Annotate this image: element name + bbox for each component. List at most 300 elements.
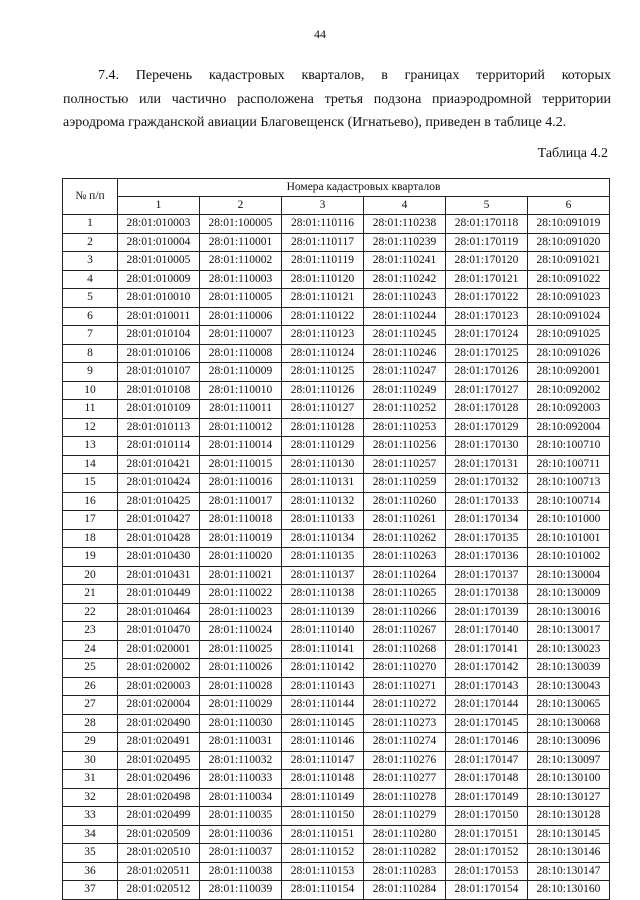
cadastral-number-cell: 28:01:110243 xyxy=(364,289,446,308)
cadastral-number-cell: 28:01:110017 xyxy=(200,492,282,511)
cadastral-number-cell: 28:01:170152 xyxy=(446,844,528,863)
cadastral-number-cell: 28:01:110033 xyxy=(200,770,282,789)
table-row xyxy=(63,418,610,437)
cadastral-number-cell: 28:01:110036 xyxy=(200,825,282,844)
cadastral-number-cell: 28:01:110025 xyxy=(200,640,282,659)
column-number-header: 1 xyxy=(118,197,200,215)
cadastral-number-cell: 28:01:110239 xyxy=(364,233,446,252)
cadastral-number-cell: 28:01:110147 xyxy=(282,751,364,770)
row-number-cell: 12 xyxy=(63,418,118,437)
column-number-header: 6 xyxy=(528,197,610,215)
table-row xyxy=(63,881,610,900)
cadastral-number-cell: 28:01:110029 xyxy=(200,696,282,715)
paragraph-word: в xyxy=(381,68,388,83)
row-number-cell: 21 xyxy=(63,585,118,604)
cadastral-number-cell: 28:01:170149 xyxy=(446,788,528,807)
table-row xyxy=(63,363,610,382)
table-row xyxy=(63,807,610,826)
cadastral-number-cell: 28:10:130043 xyxy=(528,677,610,696)
cadastral-number-cell: 28:01:170125 xyxy=(446,344,528,363)
cadastral-number-cell: 28:01:110263 xyxy=(364,548,446,567)
cadastral-number-cell: 28:01:110145 xyxy=(282,714,364,733)
cadastral-number-cell: 28:01:110011 xyxy=(200,400,282,419)
cadastral-number-cell: 28:01:110261 xyxy=(364,511,446,530)
cadastral-number-cell: 28:01:110127 xyxy=(282,400,364,419)
cadastral-number-cell: 28:10:091019 xyxy=(528,215,610,234)
paragraph-word: 7.4. xyxy=(98,68,119,83)
cadastral-number-cell: 28:01:110008 xyxy=(200,344,282,363)
row-number-cell: 24 xyxy=(63,640,118,659)
row-number-cell: 11 xyxy=(63,400,118,419)
cadastral-number-cell: 28:01:020001 xyxy=(118,640,200,659)
row-number-cell: 3 xyxy=(63,252,118,271)
cadastral-number-cell: 28:01:110242 xyxy=(364,270,446,289)
cadastral-number-cell: 28:10:101002 xyxy=(528,548,610,567)
table-row xyxy=(63,307,610,326)
table-row xyxy=(63,585,610,604)
cadastral-number-cell: 28:01:110265 xyxy=(364,585,446,604)
cadastral-number-cell: 28:01:170145 xyxy=(446,714,528,733)
cadastral-number-cell: 28:01:110279 xyxy=(364,807,446,826)
table-row xyxy=(63,640,610,659)
cadastral-number-cell: 28:01:110002 xyxy=(200,252,282,271)
cadastral-number-cell: 28:10:130065 xyxy=(528,696,610,715)
row-number-cell: 5 xyxy=(63,289,118,308)
cadastral-number-cell: 28:01:170121 xyxy=(446,270,528,289)
cadastral-number-cell: 28:01:110143 xyxy=(282,677,364,696)
cadastral-number-cell: 28:01:110260 xyxy=(364,492,446,511)
row-number-header: № п/п xyxy=(63,179,118,215)
row-number-cell: 16 xyxy=(63,492,118,511)
cadastral-number-cell: 28:01:110024 xyxy=(200,622,282,641)
cadastral-number-cell: 28:01:110141 xyxy=(282,640,364,659)
cadastral-number-cell: 28:01:170126 xyxy=(446,363,528,382)
cadastral-number-cell: 28:01:110026 xyxy=(200,659,282,678)
cadastral-number-cell: 28:01:110270 xyxy=(364,659,446,678)
cadastral-number-cell: 28:01:110284 xyxy=(364,881,446,900)
cadastral-number-cell: 28:01:010464 xyxy=(118,603,200,622)
row-number-cell: 14 xyxy=(63,455,118,474)
cadastral-number-cell: 28:10:130097 xyxy=(528,751,610,770)
row-number-cell: 37 xyxy=(63,881,118,900)
section-paragraph xyxy=(63,64,611,135)
row-number-cell: 7 xyxy=(63,326,118,345)
cadastral-number-cell: 28:01:110028 xyxy=(200,677,282,696)
cadastral-number-cell: 28:01:010004 xyxy=(118,233,200,252)
cadastral-number-cell: 28:01:170135 xyxy=(446,529,528,548)
cadastral-number-cell: 28:01:110246 xyxy=(364,344,446,363)
cadastral-number-cell: 28:01:110282 xyxy=(364,844,446,863)
row-number-cell: 15 xyxy=(63,474,118,493)
table-row xyxy=(63,622,610,641)
cadastral-number-cell: 28:01:110128 xyxy=(282,418,364,437)
cadastral-number-cell: 28:01:110137 xyxy=(282,566,364,585)
cadastral-number-cell: 28:01:110038 xyxy=(200,862,282,881)
row-number-cell: 32 xyxy=(63,788,118,807)
cadastral-number-cell: 28:01:110277 xyxy=(364,770,446,789)
cadastral-number-cell: 28:10:101000 xyxy=(528,511,610,530)
cadastral-number-cell: 28:01:110116 xyxy=(282,215,364,234)
cadastral-number-cell: 28:10:130017 xyxy=(528,622,610,641)
cadastral-number-cell: 28:01:170147 xyxy=(446,751,528,770)
table-row xyxy=(63,233,610,252)
cadastral-number-cell: 28:01:110278 xyxy=(364,788,446,807)
cadastral-number-cell: 28:01:100005 xyxy=(200,215,282,234)
cadastral-number-cell: 28:01:110023 xyxy=(200,603,282,622)
cadastral-number-cell: 28:01:010427 xyxy=(118,511,200,530)
cadastral-number-cell: 28:01:110244 xyxy=(364,307,446,326)
paragraph-word: Перечень xyxy=(135,68,193,83)
cadastral-number-cell: 28:10:091024 xyxy=(528,307,610,326)
cadastral-number-cell: 28:01:110121 xyxy=(282,289,364,308)
table-row xyxy=(63,696,610,715)
table-row xyxy=(63,751,610,770)
table-row xyxy=(63,770,610,789)
cadastral-number-cell: 28:10:130160 xyxy=(528,881,610,900)
cadastral-number-cell: 28:01:170142 xyxy=(446,659,528,678)
cadastral-number-cell: 28:01:110151 xyxy=(282,825,364,844)
cadastral-number-cell: 28:10:130127 xyxy=(528,788,610,807)
cadastral-number-cell: 28:01:010010 xyxy=(118,289,200,308)
row-number-cell: 25 xyxy=(63,659,118,678)
cadastral-number-cell: 28:10:130068 xyxy=(528,714,610,733)
table-caption: Таблица 4.2 xyxy=(537,146,608,161)
cadastral-number-cell: 28:01:110016 xyxy=(200,474,282,493)
cadastral-number-cell: 28:01:170144 xyxy=(446,696,528,715)
cadastral-number-cell: 28:01:110144 xyxy=(282,696,364,715)
table-row xyxy=(63,844,610,863)
cadastral-number-cell: 28:10:101001 xyxy=(528,529,610,548)
cadastral-number-cell: 28:01:010449 xyxy=(118,585,200,604)
cadastral-number-cell: 28:01:110247 xyxy=(364,363,446,382)
cadastral-number-cell: 28:01:010430 xyxy=(118,548,200,567)
row-number-cell: 13 xyxy=(63,437,118,456)
cadastral-number-cell: 28:01:110249 xyxy=(364,381,446,400)
table-row xyxy=(63,400,610,419)
column-number-header: 2 xyxy=(200,197,282,215)
paragraph-line-2: полностью или частично расположена третья подзона приаэродромной территории xyxy=(63,91,611,107)
cadastral-number-cell: 28:01:010003 xyxy=(118,215,200,234)
cadastral-number-cell: 28:01:110009 xyxy=(200,363,282,382)
row-number-cell: 1 xyxy=(63,215,118,234)
row-number-cell: 18 xyxy=(63,529,118,548)
paragraph-word: территорий xyxy=(476,68,545,83)
cadastral-number-cell: 28:01:010428 xyxy=(118,529,200,548)
cadastral-number-cell: 28:01:170130 xyxy=(446,437,528,456)
cadastral-number-cell: 28:01:170148 xyxy=(446,770,528,789)
row-number-cell: 10 xyxy=(63,381,118,400)
cadastral-number-cell: 28:01:170140 xyxy=(446,622,528,641)
cadastral-number-cell: 28:01:170143 xyxy=(446,677,528,696)
table-row xyxy=(63,492,610,511)
cadastral-number-cell: 28:01:170151 xyxy=(446,825,528,844)
cadastral-number-cell: 28:01:170133 xyxy=(446,492,528,511)
cadastral-number-cell: 28:01:110022 xyxy=(200,585,282,604)
row-number-cell: 30 xyxy=(63,751,118,770)
cadastral-number-cell: 28:01:110272 xyxy=(364,696,446,715)
cadastral-number-cell: 28:01:170153 xyxy=(446,862,528,881)
paragraph-word: кварталов, xyxy=(301,68,365,83)
cadastral-number-cell: 28:01:110035 xyxy=(200,807,282,826)
cadastral-number-cell: 28:01:110012 xyxy=(200,418,282,437)
cadastral-number-cell: 28:01:110019 xyxy=(200,529,282,548)
cadastral-number-cell: 28:01:170139 xyxy=(446,603,528,622)
cadastral-number-cell: 28:10:100714 xyxy=(528,492,610,511)
table-row xyxy=(63,381,610,400)
cadastral-number-cell: 28:01:110020 xyxy=(200,548,282,567)
table-row xyxy=(63,548,610,567)
row-number-cell: 17 xyxy=(63,511,118,530)
table-row xyxy=(63,603,610,622)
cadastral-number-cell: 28:01:110152 xyxy=(282,844,364,863)
cadastral-number-cell: 28:01:110124 xyxy=(282,344,364,363)
cadastral-number-cell: 28:01:110132 xyxy=(282,492,364,511)
cadastral-number-cell: 28:01:110245 xyxy=(364,326,446,345)
column-number-row xyxy=(63,197,610,215)
table-row xyxy=(63,289,610,308)
cadastral-number-cell: 28:01:110005 xyxy=(200,289,282,308)
cadastral-number-cell: 28:01:010425 xyxy=(118,492,200,511)
cadastral-number-cell: 28:01:110014 xyxy=(200,437,282,456)
row-number-cell: 29 xyxy=(63,733,118,752)
row-number-cell: 28 xyxy=(63,714,118,733)
cadastral-number-cell: 28:01:170141 xyxy=(446,640,528,659)
cadastral-number-cell: 28:01:110268 xyxy=(364,640,446,659)
cadastral-number-cell: 28:01:110252 xyxy=(364,400,446,419)
cadastral-number-cell: 28:01:110264 xyxy=(364,566,446,585)
cadastral-number-cell: 28:01:020495 xyxy=(118,751,200,770)
paragraph-word: которых xyxy=(561,68,611,83)
row-number-cell: 6 xyxy=(63,307,118,326)
cadastral-number-cell: 28:01:170120 xyxy=(446,252,528,271)
cadastral-number-cell: 28:01:010005 xyxy=(118,252,200,271)
cadastral-number-cell: 28:01:110007 xyxy=(200,326,282,345)
cadastral-number-cell: 28:01:170150 xyxy=(446,807,528,826)
cadastral-number-cell: 28:01:110123 xyxy=(282,326,364,345)
cadastral-number-cell: 28:10:130009 xyxy=(528,585,610,604)
cadastral-number-cell: 28:01:110133 xyxy=(282,511,364,530)
cadastral-number-cell: 28:01:110135 xyxy=(282,548,364,567)
cadastral-number-cell: 28:01:170146 xyxy=(446,733,528,752)
cadastral-number-cell: 28:01:170119 xyxy=(446,233,528,252)
row-number-cell: 20 xyxy=(63,566,118,585)
cadastral-number-cell: 28:01:110283 xyxy=(364,862,446,881)
cadastral-number-cell: 28:01:110030 xyxy=(200,714,282,733)
cadastral-number-cell: 28:01:110130 xyxy=(282,455,364,474)
paragraph-line-3: аэродрома гражданской авиации Благовещенск (Игнатьево), приведен в таблице 4.2. xyxy=(63,115,567,130)
cadastral-number-cell: 28:01:010011 xyxy=(118,307,200,326)
cadastral-number-cell: 28:01:110001 xyxy=(200,233,282,252)
cadastral-number-cell: 28:01:110119 xyxy=(282,252,364,271)
cadastral-number-cell: 28:01:110140 xyxy=(282,622,364,641)
cadastral-number-cell: 28:10:092002 xyxy=(528,381,610,400)
cadastral-quarters-table xyxy=(62,178,610,900)
cadastral-number-cell: 28:01:110122 xyxy=(282,307,364,326)
cadastral-number-cell: 28:01:010106 xyxy=(118,344,200,363)
cadastral-number-cell: 28:01:110037 xyxy=(200,844,282,863)
cadastral-number-cell: 28:01:110274 xyxy=(364,733,446,752)
cadastral-number-cell: 28:01:110257 xyxy=(364,455,446,474)
cadastral-number-cell: 28:01:110153 xyxy=(282,862,364,881)
table-row xyxy=(63,270,610,289)
cadastral-number-cell: 28:01:020499 xyxy=(118,807,200,826)
row-number-cell: 33 xyxy=(63,807,118,826)
row-number-cell: 35 xyxy=(63,844,118,863)
cadastral-number-cell: 28:01:010421 xyxy=(118,455,200,474)
table-row xyxy=(63,326,610,345)
cadastral-number-cell: 28:01:010104 xyxy=(118,326,200,345)
table-row xyxy=(63,344,610,363)
cadastral-number-cell: 28:01:110146 xyxy=(282,733,364,752)
row-number-cell: 8 xyxy=(63,344,118,363)
cadastral-number-cell: 28:10:091025 xyxy=(528,326,610,345)
cadastral-number-cell: 28:01:020004 xyxy=(118,696,200,715)
cadastral-number-cell: 28:01:110138 xyxy=(282,585,364,604)
cadastral-number-cell: 28:10:130016 xyxy=(528,603,610,622)
cadastral-number-cell: 28:10:092003 xyxy=(528,400,610,419)
column-number-header: 5 xyxy=(446,197,528,215)
cadastral-number-cell: 28:01:170122 xyxy=(446,289,528,308)
cadastral-number-cell: 28:01:110262 xyxy=(364,529,446,548)
cadastral-number-cell: 28:10:130146 xyxy=(528,844,610,863)
cadastral-number-cell: 28:01:110018 xyxy=(200,511,282,530)
row-number-cell: 19 xyxy=(63,548,118,567)
cadastral-number-cell: 28:10:091022 xyxy=(528,270,610,289)
cadastral-number-cell: 28:01:170137 xyxy=(446,566,528,585)
cadastral-number-cell: 28:10:130039 xyxy=(528,659,610,678)
cadastral-number-cell: 28:01:110134 xyxy=(282,529,364,548)
cadastral-number-cell: 28:01:110259 xyxy=(364,474,446,493)
row-number-cell: 2 xyxy=(63,233,118,252)
cadastral-number-cell: 28:01:170124 xyxy=(446,326,528,345)
row-number-cell: 9 xyxy=(63,363,118,382)
cadastral-number-cell: 28:01:010107 xyxy=(118,363,200,382)
cadastral-number-cell: 28:01:110120 xyxy=(282,270,364,289)
table-row xyxy=(63,825,610,844)
cadastral-number-cell: 28:01:170138 xyxy=(446,585,528,604)
cadastral-number-cell: 28:01:110266 xyxy=(364,603,446,622)
table-row xyxy=(63,862,610,881)
table-row xyxy=(63,714,610,733)
cadastral-number-cell: 28:01:170118 xyxy=(446,215,528,234)
cadastral-number-cell: 28:01:110280 xyxy=(364,825,446,844)
cadastral-number-cell: 28:10:091020 xyxy=(528,233,610,252)
paragraph-line-1 xyxy=(63,64,611,88)
cadastral-number-cell: 28:01:110006 xyxy=(200,307,282,326)
table-row xyxy=(63,788,610,807)
table-row xyxy=(63,529,610,548)
cadastral-number-cell: 28:01:010424 xyxy=(118,474,200,493)
cadastral-number-cell: 28:10:100713 xyxy=(528,474,610,493)
cadastral-number-cell: 28:01:110129 xyxy=(282,437,364,456)
cadastral-number-cell: 28:01:110021 xyxy=(200,566,282,585)
row-number-cell: 22 xyxy=(63,603,118,622)
cadastral-number-cell: 28:01:010114 xyxy=(118,437,200,456)
cadastral-number-cell: 28:01:110238 xyxy=(364,215,446,234)
column-number-header: 4 xyxy=(364,197,446,215)
cadastral-number-cell: 28:01:020003 xyxy=(118,677,200,696)
cadastral-number-cell: 28:01:020496 xyxy=(118,770,200,789)
row-number-cell: 26 xyxy=(63,677,118,696)
row-number-cell: 27 xyxy=(63,696,118,715)
cadastral-number-cell: 28:10:100710 xyxy=(528,437,610,456)
cadastral-number-cell: 28:10:100711 xyxy=(528,455,610,474)
cadastral-number-cell: 28:01:170123 xyxy=(446,307,528,326)
cadastral-number-cell: 28:01:110034 xyxy=(200,788,282,807)
cadastral-number-cell: 28:01:110256 xyxy=(364,437,446,456)
cadastral-number-cell: 28:01:170129 xyxy=(446,418,528,437)
cadastral-number-cell: 28:01:110150 xyxy=(282,807,364,826)
cadastral-number-cell: 28:10:130100 xyxy=(528,770,610,789)
row-number-cell: 23 xyxy=(63,622,118,641)
row-number-cell: 31 xyxy=(63,770,118,789)
cadastral-number-cell: 28:10:130023 xyxy=(528,640,610,659)
cadastral-number-cell: 28:01:110039 xyxy=(200,881,282,900)
cadastral-number-cell: 28:01:170136 xyxy=(446,548,528,567)
cadastral-number-cell: 28:01:170127 xyxy=(446,381,528,400)
cadastral-number-cell: 28:01:110131 xyxy=(282,474,364,493)
table-body xyxy=(63,215,610,900)
cadastral-number-cell: 28:01:170128 xyxy=(446,400,528,419)
table-row xyxy=(63,733,610,752)
cadastral-number-cell: 28:01:110015 xyxy=(200,455,282,474)
cadastral-number-cell: 28:01:110125 xyxy=(282,363,364,382)
cadastral-number-cell: 28:01:010109 xyxy=(118,400,200,419)
table-row xyxy=(63,437,610,456)
row-number-cell: 34 xyxy=(63,825,118,844)
cadastral-number-cell: 28:01:010108 xyxy=(118,381,200,400)
cadastral-number-cell: 28:01:020509 xyxy=(118,825,200,844)
cadastral-number-cell: 28:01:110010 xyxy=(200,381,282,400)
cadastral-number-cell: 28:01:110267 xyxy=(364,622,446,641)
cadastral-number-cell: 28:01:110117 xyxy=(282,233,364,252)
cadastral-number-cell: 28:10:091023 xyxy=(528,289,610,308)
table-row xyxy=(63,474,610,493)
table-row xyxy=(63,215,610,234)
cadastral-number-cell: 28:01:110003 xyxy=(200,270,282,289)
cadastral-number-cell: 28:01:020511 xyxy=(118,862,200,881)
table-row xyxy=(63,677,610,696)
cadastral-number-cell: 28:01:010431 xyxy=(118,566,200,585)
cadastral-number-cell: 28:01:110149 xyxy=(282,788,364,807)
row-number-cell: 36 xyxy=(63,862,118,881)
group-header: Номера кадастровых кварталов xyxy=(118,179,610,197)
cadastral-number-cell: 28:01:010113 xyxy=(118,418,200,437)
cadastral-number-cell: 28:01:020498 xyxy=(118,788,200,807)
cadastral-number-cell: 28:10:130128 xyxy=(528,807,610,826)
cadastral-number-cell: 28:01:110031 xyxy=(200,733,282,752)
cadastral-number-cell: 28:01:020512 xyxy=(118,881,200,900)
table-row xyxy=(63,511,610,530)
cadastral-number-cell: 28:01:110032 xyxy=(200,751,282,770)
cadastral-number-cell: 28:10:130145 xyxy=(528,825,610,844)
column-number-header: 3 xyxy=(282,197,364,215)
cadastral-number-cell: 28:01:010470 xyxy=(118,622,200,641)
cadastral-number-cell: 28:10:091026 xyxy=(528,344,610,363)
cadastral-number-cell: 28:01:110241 xyxy=(364,252,446,271)
cadastral-number-cell: 28:01:020491 xyxy=(118,733,200,752)
cadastral-number-cell: 28:01:170132 xyxy=(446,474,528,493)
cadastral-number-cell: 28:01:110142 xyxy=(282,659,364,678)
cadastral-number-cell: 28:10:130096 xyxy=(528,733,610,752)
cadastral-number-cell: 28:01:110273 xyxy=(364,714,446,733)
cadastral-number-cell: 28:01:170154 xyxy=(446,881,528,900)
page-number: 44 xyxy=(314,27,326,41)
table-row xyxy=(63,455,610,474)
cadastral-number-cell: 28:10:092001 xyxy=(528,363,610,382)
row-number-cell: 4 xyxy=(63,270,118,289)
cadastral-number-cell: 28:01:110253 xyxy=(364,418,446,437)
